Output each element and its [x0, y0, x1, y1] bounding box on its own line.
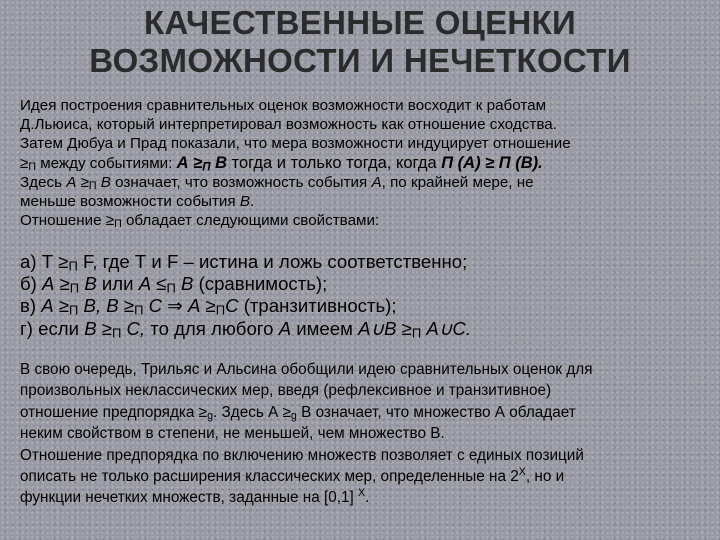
second-line-2: произвольных неклассических мер, введя (рефлексивное и транзитивное): [20, 382, 552, 400]
intro-l5-f: , по крайней мере, не: [381, 173, 534, 191]
intro-l4-d: В: [210, 153, 227, 172]
second-l3-b: . Здесь А ≥: [213, 403, 291, 421]
intro-l4-b: между событиями:: [35, 154, 177, 172]
intro-l5-d: означает, что возможность события: [110, 173, 372, 191]
prop-c-6: А ≥: [187, 295, 216, 317]
property-c: [20, 295, 471, 317]
intro-l4-a: ≥: [20, 154, 29, 172]
intro-line-3: Затем Дюбуа и Прад показали, что мера возможности индуцирует отношение: [20, 135, 571, 153]
prop-d-8: А∪С.: [421, 317, 471, 339]
prop-d-sub: П: [111, 325, 122, 341]
prop-d-1: г) если: [20, 317, 85, 339]
prop-c-sub2: П: [134, 302, 144, 318]
prop-c-sub: П: [69, 302, 79, 318]
prop-d-6: имеем: [291, 317, 359, 339]
intro-l7-a: Отношение ≥: [20, 212, 115, 230]
prop-b-6: В: [175, 273, 194, 295]
second-l3-a: отношение предпорядка ≥: [20, 403, 208, 421]
title-line-2: ВОЗМОЖНОСТИ И НЕЧЕТКОСТИ: [89, 42, 631, 79]
prop-c-8: (транзитивность);: [238, 295, 397, 317]
second-line-5: Отношение предпорядка по включению множеств позволяет с единых позиций: [20, 446, 584, 464]
second-paragraph: [20, 359, 593, 509]
prop-b-sub: П: [69, 280, 80, 296]
second-l6-b: , но и: [525, 467, 565, 485]
intro-line-7: [20, 211, 571, 230]
intro-l6-a: меньше возможности события: [20, 192, 240, 210]
intro-l6-c: .: [250, 192, 255, 210]
prop-a-sub: П: [68, 258, 78, 274]
title-line-1: КАЧЕСТВЕННЫЕ ОЦЕНКИ: [144, 4, 576, 41]
prop-b-1: б): [20, 273, 43, 295]
prop-c-sub3: П: [215, 302, 226, 318]
intro-l4-sub2: П: [202, 160, 211, 173]
intro-l4-c: А ≥: [176, 153, 203, 172]
prop-b-7: (сравнимость);: [193, 273, 328, 295]
property-b: [20, 273, 471, 295]
second-l6-sup: X: [518, 466, 526, 479]
second-l3-c: В означает, что множество А обладает: [296, 403, 576, 421]
second-l7-a: функции нечетких множеств, заданные на [0,1]: [20, 489, 359, 507]
intro-l4-sub: П: [28, 160, 36, 173]
second-l7-b: .: [365, 489, 370, 507]
second-l6-a: описать не только расширения классических мер, определенные на 2: [20, 467, 519, 485]
prop-c-3: В, В ≥: [78, 295, 135, 317]
prop-d-4: то для любого: [145, 317, 279, 339]
prop-a-2: F, где Т и F – истина и ложь соответственно;: [77, 251, 468, 272]
intro-line-2: Д.Льюиса, который интерпретировал возможность как отношение сходства.: [20, 116, 557, 134]
prop-c-2: А ≥: [41, 295, 70, 317]
intro-paragraph: [20, 96, 571, 230]
second-line-6: [20, 466, 593, 487]
prop-b-sub2: П: [166, 280, 176, 296]
second-line-3: [20, 402, 593, 423]
intro-line-5: [20, 173, 571, 192]
prop-c-4: С: [143, 295, 163, 317]
intro-line-1: Идея построения сравнительных оценок возможности восходит к работам: [20, 97, 547, 114]
property-d: [20, 318, 471, 340]
intro-l4-e: тогда и только тогда, когда: [227, 153, 442, 172]
intro-l5-c: В: [96, 173, 111, 191]
intro-l5-a: Здесь: [20, 173, 67, 191]
intro-line-4: [20, 154, 571, 173]
properties-list: [20, 251, 471, 340]
prop-d-2: В ≥: [84, 317, 112, 339]
second-l7-sup: X: [358, 487, 366, 500]
second-l3-sub2: g: [290, 409, 297, 422]
prop-c-5: ⇒: [162, 295, 188, 317]
prop-d-sub2: П: [411, 325, 422, 341]
intro-line-6: [20, 192, 571, 211]
prop-c-1: в): [20, 295, 42, 317]
intro-l7-sub: П: [114, 218, 122, 231]
intro-l5-sub: П: [88, 179, 97, 192]
intro-l5-b: А ≥: [66, 173, 89, 191]
second-line-1: В свою очередь, Трильяс и Альсина обобщили идею сравнительных оценок для: [20, 361, 593, 378]
intro-l4-formula: [177, 154, 227, 172]
intro-l7-b: обладает следующими свойствами:: [121, 212, 380, 230]
second-line-7: [20, 487, 593, 508]
prop-b-4: или: [96, 273, 139, 295]
prop-b-2: А ≥: [42, 273, 70, 295]
intro-l5-e: А: [371, 173, 382, 191]
intro-l6-b: В: [239, 192, 250, 210]
prop-d-3: С,: [121, 317, 146, 339]
second-l3-sub: g: [207, 409, 214, 422]
prop-b-5: А ≤: [138, 273, 167, 295]
prop-d-7: А∪В ≥: [358, 317, 412, 339]
prop-a-1: а) Т ≥: [20, 251, 69, 272]
slide-title: [0, 4, 720, 80]
prop-c-7: С: [225, 295, 239, 317]
second-line-4: неким свойством в степени, не меньшей, чем множество В.: [20, 425, 445, 443]
intro-l4-f: П (А) ≥ П (В).: [441, 153, 543, 172]
prop-d-5: А: [278, 317, 292, 339]
prop-b-3: В: [79, 273, 97, 295]
property-a: [20, 251, 471, 273]
